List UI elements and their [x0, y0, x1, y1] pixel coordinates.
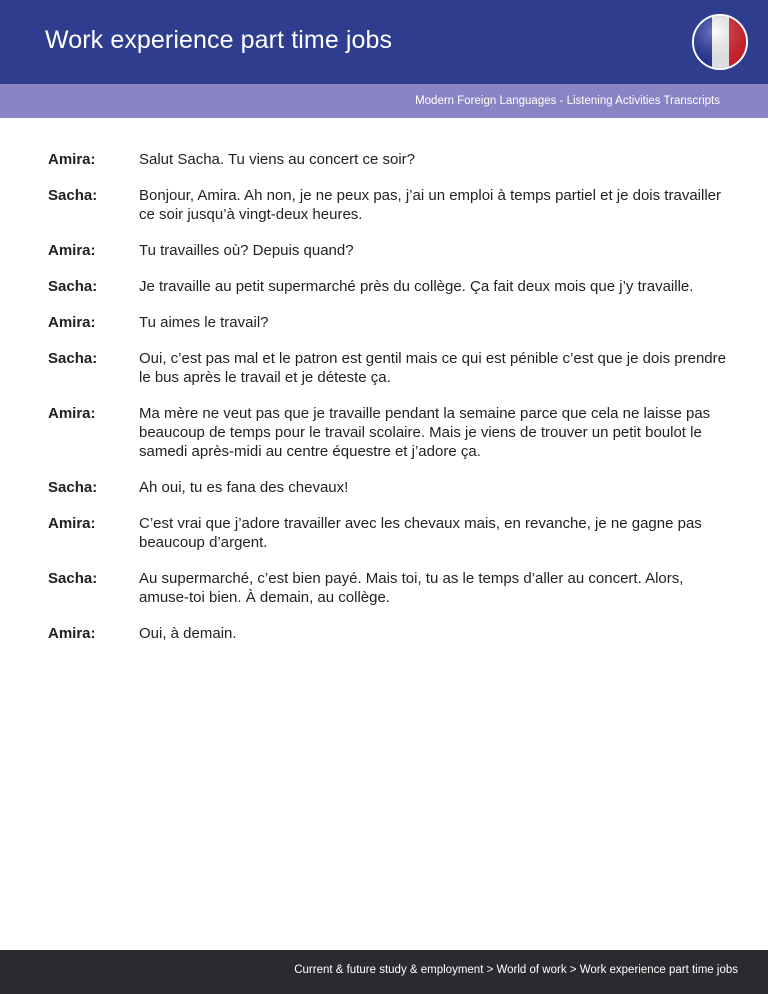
dialogue-line [48, 514, 728, 552]
speaker-name: Sacha: [48, 350, 98, 367]
speaker-name: Amira: [48, 405, 96, 422]
speaker-name: Amira: [48, 515, 96, 532]
speaker-name: Amira: [48, 242, 96, 259]
speaker-name: Sacha: [48, 570, 98, 587]
page-footer [0, 950, 768, 994]
speaker-name: Amira: [48, 151, 96, 168]
french-flag-icon [692, 14, 748, 70]
dialogue-text: Ma mère ne veut pas que je travaille pendant la semaine parce que cela ne laisse pas beaucoup de temps pour le travail scolaire. Mais je viens de trouver un petit boulot le samedi après-midi au centre équestre et j’adore ça. [139, 405, 711, 460]
dialogue-text: Ah oui, tu es fana des chevaux! [139, 479, 349, 496]
speaker-name: Amira: [48, 314, 96, 331]
dialogue-line [48, 624, 728, 643]
speaker-name: Sacha: [48, 187, 98, 204]
dialogue-transcript [48, 150, 728, 660]
dialogue-line [48, 478, 728, 497]
dialogue-text: Bonjour, Amira. Ah non, je ne peux pas, j’ai un emploi à temps partiel et je dois travailler ce soir jusqu’à vingt-deux heures. [139, 187, 721, 223]
breadcrumb: Current & future study & employment > World of work > Work experience part time jobs [294, 964, 738, 976]
subheader-text: Modern Foreign Languages - Listening Activities Transcripts [415, 95, 720, 107]
dialogue-text: C’est vrai que j’adore travailler avec les chevaux mais, en revanche, je ne gagne pas beaucoup d’argent. [139, 515, 702, 551]
dialogue-text: Au supermarché, c’est bien payé. Mais toi, tu as le temps d’aller au concert. Alors, amuse-toi bien. À demain, au collège. [139, 570, 684, 606]
dialogue-text: Tu aimes le travail? [139, 314, 269, 331]
dialogue-text: Tu travailles où? Depuis quand? [139, 242, 354, 259]
subheader-band [0, 84, 768, 118]
page-title: Work experience part time jobs [45, 26, 393, 54]
dialogue-line [48, 569, 728, 607]
speaker-name: Amira: [48, 625, 96, 642]
dialogue-text: Je travaille au petit supermarché près du collège. Ça fait deux mois que j’y travaille. [139, 278, 694, 295]
dialogue-line [48, 241, 728, 260]
dialogue-line [48, 404, 728, 461]
dialogue-line [48, 313, 728, 332]
dialogue-line [48, 186, 728, 224]
speaker-name: Sacha: [48, 479, 98, 496]
dialogue-text: Oui, c’est pas mal et le patron est gentil mais ce qui est pénible c’est que je dois prendre le bus après le travail et je déteste ça. [139, 350, 726, 386]
dialogue-line [48, 150, 728, 169]
dialogue-line [48, 277, 728, 296]
dialogue-text: Salut Sacha. Tu viens au concert ce soir? [139, 151, 415, 168]
page-header [0, 0, 768, 84]
dialogue-text: Oui, à demain. [139, 625, 237, 642]
flag-graphic [694, 16, 746, 68]
dialogue-line [48, 349, 728, 387]
speaker-name: Sacha: [48, 278, 98, 295]
